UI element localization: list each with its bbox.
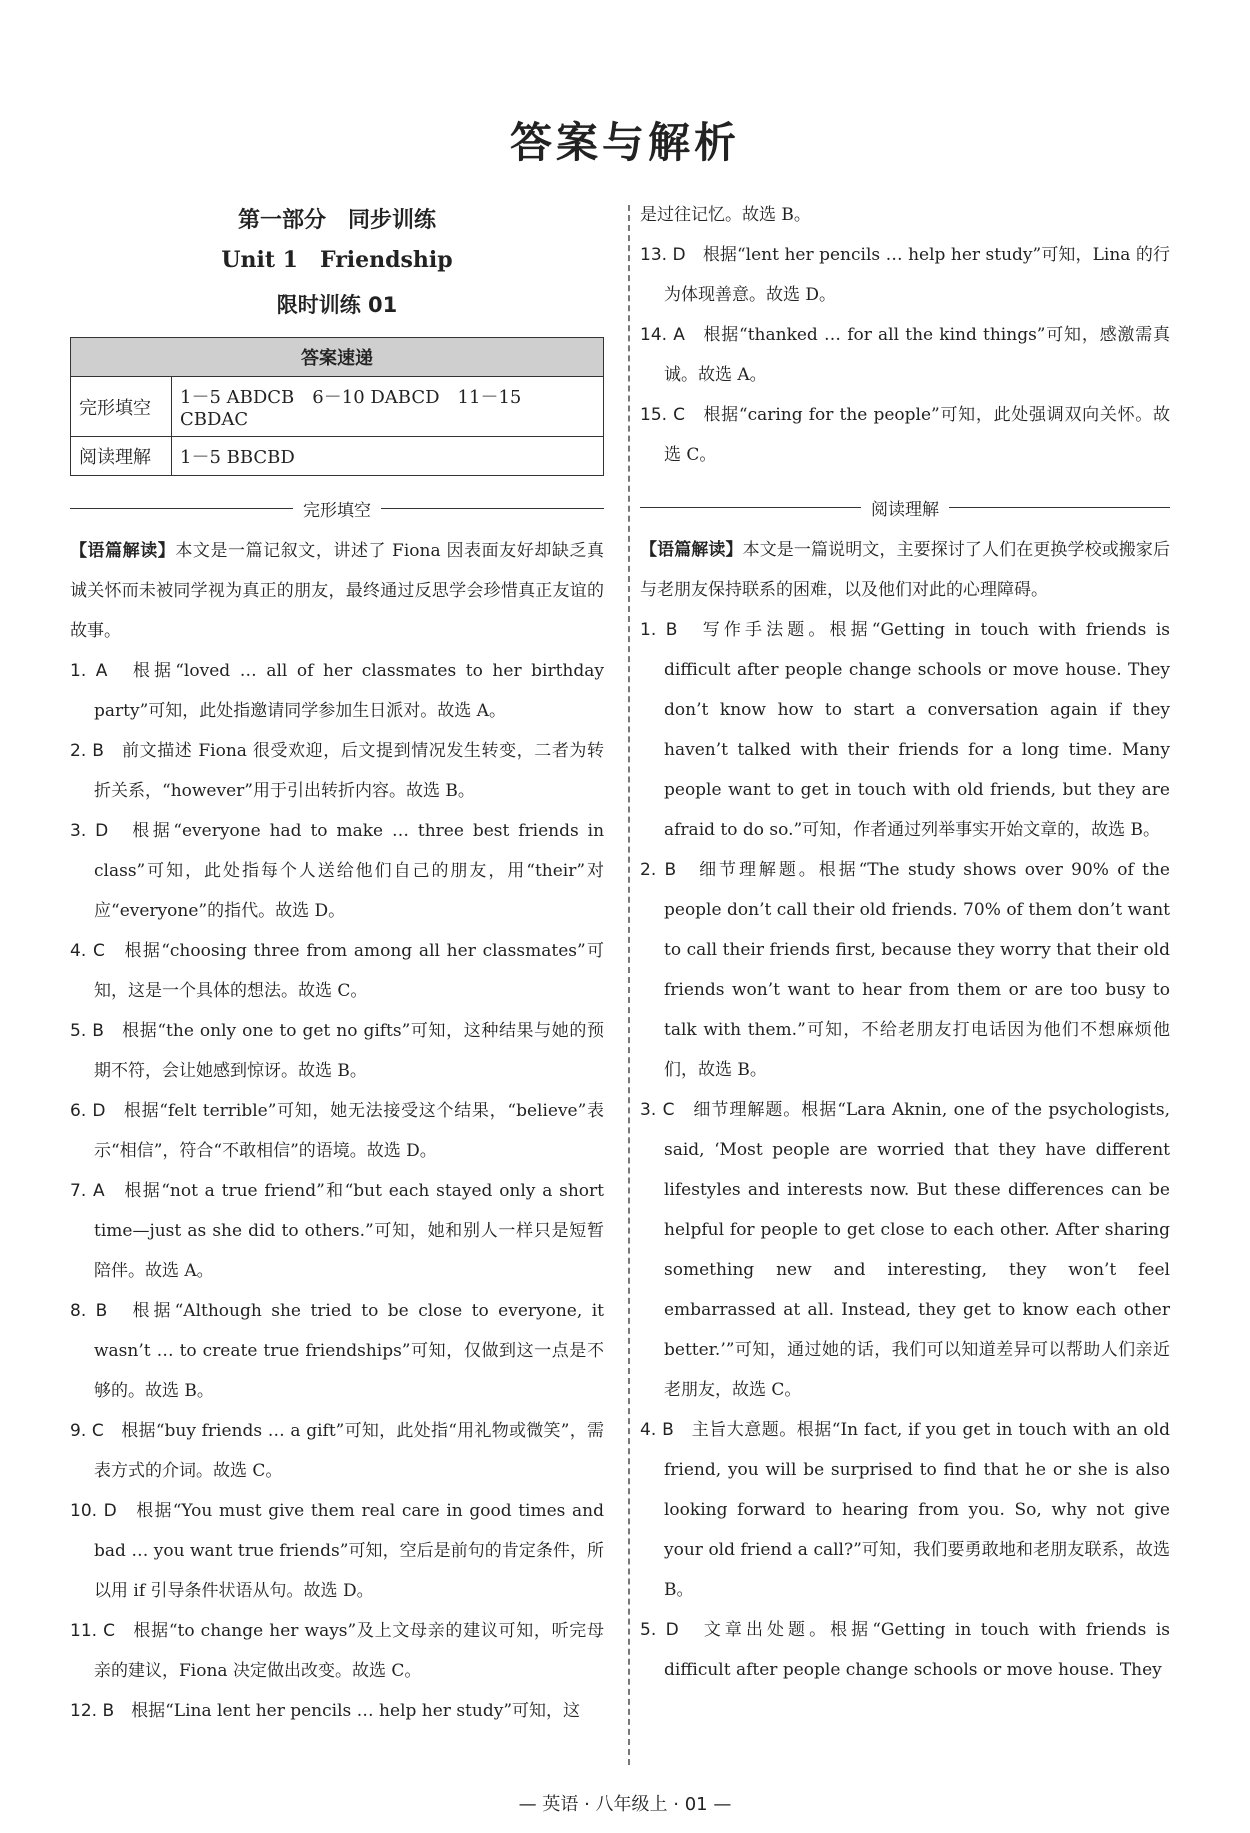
answer-number: 3. D [70,821,109,841]
answer-item [70,1691,604,1731]
answer-item [640,315,1170,395]
answer-item [70,811,604,931]
drill-heading: 限时训练 01 [276,293,398,317]
answer-item [70,1491,604,1611]
answer-explanation: 根据“thanked … for all the kind things”可知，感激需真诚。故选 A。 [664,325,1170,385]
page-title: 答案与解析 [509,118,740,167]
answer-item [70,1171,604,1291]
answer-number: 6. D [70,1101,106,1121]
answer-item [70,1411,604,1491]
answer-explanation: 根据“Although she tried to be close to everyone, it wasn’t … to create true friendships”可知，仅做到这一点是不够的。故选 B。 [94,1301,604,1401]
row-value: 1－5 ABDCB 6－10 DABCD 11－15 CBDAC [172,377,604,437]
answer-number: 3. C [640,1100,675,1120]
answer-explanation: 是过往记忆。故选 B。 [640,205,811,225]
answer-explanation: 细节理解题。根据“The study shows over 90% of the people don’t call their old friends. 70% of them don’t want to call their friends first, because they worry that their old friends won’t want to hear from them or are too busy to talk with them.”可知，不给老朋友打电话因为他们不想麻烦他们，故选 B。 [664,860,1170,1080]
answer-item [70,1091,604,1171]
answer-explanation: 根据“to change her ways”及上文母亲的建议可知，听完母亲的建议，Fiona 决定做出改变。故选 C。 [94,1621,605,1681]
answer-explanation: 根据“choosing three from among all her classmates”可知，这是一个具体的想法。故选 C。 [94,941,605,1001]
answer-explanation: 根据“buy friends … a gift”可知，此处指“用礼物或微笑”，需表方式的介词。故选 C。 [94,1421,604,1481]
answer-explanation: 主旨大意题。根据“In fact, if you get in touch with an old friend, you will be surprised to find that he or she is also looking forward to hearing from you. So, why not give your old friend a call?”可知，我们要勇敢地和老朋友联系，故选 B。 [664,1420,1170,1600]
answer-number: 12. B [70,1701,115,1721]
answer-explanation: 根据“You must give them real care in good times and bad … you want true friends”可知，空后是前句的肯定条件，所以用 if 引导条件状语从句。故选 D。 [94,1501,604,1601]
answer-number: 11. C [70,1621,116,1641]
answer-number: 2. B [640,860,677,880]
answer-item [70,1291,604,1411]
answer-number: 4. B [640,1420,674,1440]
part-heading: 第一部分 同步训练 [237,208,436,233]
answer-item [70,651,604,731]
answer-explanation: 根据“loved … all of her classmates to her birthday party”可知，此处指邀请同学参加生日派对。故选 A。 [94,661,605,721]
answer-explanation: 文章出处题。根据“Getting in touch with friends is difficult after people change schools or move house. They [664,1620,1170,1680]
answer-explanation: 前文描述 Fiona 很受欢迎，后文提到情况发生转变，二者为转折关系，“however”用于引出转折内容。故选 B。 [94,741,604,801]
answer-explanation: 根据“not a true friend”和“but each stayed only a short time—just as she did to others.”可知，她和别人一样只是短暂陪伴。故选 A。 [94,1181,604,1281]
row-value: 1－5 BBCBD [172,437,604,476]
answer-explanation: 根据“Lina lent her pencils … help her study”可知，这 [131,1701,581,1721]
cloze-answer-list-continued [640,195,1170,475]
section-heading-cloze: 完形填空 [70,496,604,521]
answer-number: 5. B [70,1021,104,1041]
reading-answer-list [640,610,1170,1690]
answer-number: 13. D [640,245,686,265]
answer-item [640,1410,1170,1610]
passage-intro [70,531,604,651]
table-row [71,437,604,476]
answer-number: 5. D [640,1620,679,1640]
answer-item [70,931,604,1011]
answer-number: 2. B [70,741,104,761]
answer-number: 15. C [640,405,686,425]
intro-tag: 【语篇解读】 [640,540,743,560]
answer-number: 1. B [640,620,678,640]
passage-intro [640,530,1170,610]
cloze-answer-list [70,651,604,1731]
answer-item [70,731,604,811]
answer-number: 9. C [70,1421,104,1441]
right-column [640,195,1170,1690]
page-footer: — 英语 · 八年级上 · 01 — [518,1794,732,1815]
intro-tag: 【语篇解读】 [70,541,176,561]
answer-item [70,1011,604,1091]
answer-number: 7. A [70,1181,105,1201]
answer-explanation: 根据“caring for the people”可知，此处强调双向关怀。故选 C。 [664,405,1171,465]
answer-item [70,1611,604,1691]
answer-item [640,1090,1170,1410]
answer-explanation: 根据“felt terrible”可知，她无法接受这个结果，“believe”表示“相信”，符合“不敢相信”的语境。故选 D。 [94,1101,605,1161]
answer-explanation: 写作手法题。根据“Getting in touch with friends is difficult after people change schools or move house. They don’t know how to start a conversation again if they haven’t talked with their friends for a long time. Many people want to get in touch with old friends, but they are afraid to do so.”可知，作者通过列举事实开始文章的，故选 B。 [664,620,1170,840]
unit-heading: Unit 1 Friendship [221,247,453,273]
answer-number: 1. A [70,661,108,681]
answer-explanation: 根据“lent her pencils … help her study”可知，Lina 的行为体现善意。故选 D。 [664,245,1170,305]
row-label: 阅读理解 [71,437,172,476]
answer-number: 8. B [70,1301,108,1321]
quick-answer-header: 答案速递 [71,338,604,377]
answer-item [640,235,1170,315]
column-divider [628,205,630,1765]
table-row [71,377,604,437]
answer-number: 14. A [640,325,685,345]
answer-item [640,610,1170,850]
answer-item [640,195,1170,235]
answer-number: 4. C [70,941,105,961]
answer-explanation: 细节理解题。根据“Lara Aknin, one of the psychologists, said, ‘Most people are worried that they have different lifestyles and interests now. But these differences can be helpful for people to get close to each other. After sharing something new and interesting, they won’t feel embarrassed at all. Instead, they get to know each other better.’”可知，通过她的话，我们可以知道差异可以帮助人们亲近老朋友，故选 C。 [664,1100,1170,1400]
left-column [70,195,604,1731]
answer-explanation: 根据“everyone had to make … three best friends in class”可知，此处指每个人送给他们自己的朋友，用“their”对应“everyone”的指代。故选 D。 [94,821,605,921]
row-label: 完形填空 [71,377,172,437]
section-heading-reading: 阅读理解 [640,495,1170,520]
answer-item [640,1610,1170,1690]
answer-item [640,395,1170,475]
answer-number: 10. D [70,1501,117,1521]
quick-answer-table [70,337,604,476]
answer-item [640,850,1170,1090]
answer-explanation: 根据“the only one to get no gifts”可知，这种结果与她的预期不符，会让她感到惊讶。故选 B。 [94,1021,604,1081]
intro-text: 本文是一篇记叙文，讲述了 Fiona 因表面友好却缺乏真诚关怀而未被同学视为真正的朋友，最终通过反思学会珍惜真正友谊的故事。 [70,541,605,641]
intro-text: 本文是一篇说明文，主要探讨了人们在更换学校或搬家后与老朋友保持联系的困难，以及他们对此的心理障碍。 [640,540,1171,600]
